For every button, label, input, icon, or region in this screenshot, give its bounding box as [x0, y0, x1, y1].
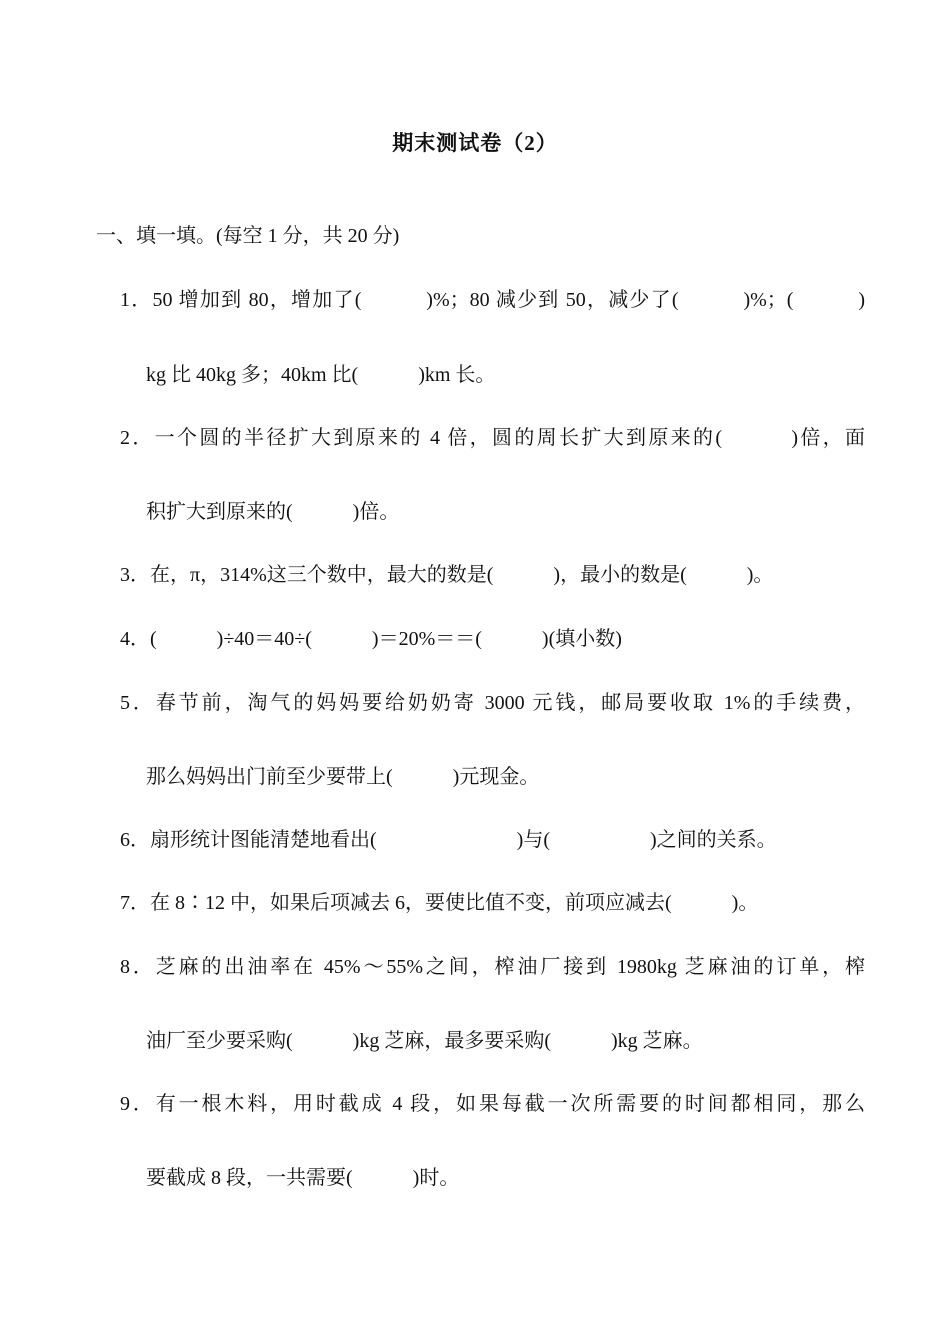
question-2-line-1: 2．一个圆的半径扩大到原来的 4 倍，圆的周长扩大到原来的( )倍，面 — [120, 427, 865, 449]
question-1-line-1: 1．50 增加到 80，增加了( )%；80 减少到 50，减少了( )%；( ) — [120, 289, 865, 311]
question-1-line-2: kg 比 40kg 多；40km 比( )km 长。 — [146, 364, 496, 386]
question-6-line-1: 6．扇形统计图能清楚地看出( )与( )之间的关系。 — [120, 829, 777, 851]
question-4-line-1: 4．( )÷40＝40÷( )＝20%＝＝( )(填小数) — [120, 628, 622, 650]
question-3-line-1: 3．在，π，314%这三个数中，最大的数是( )，最小的数是( )。 — [120, 564, 774, 586]
page-title: 期末测试卷（2） — [392, 131, 558, 155]
question-9-line-1: 9．有一根木料，用时截成 4 段，如果每截一次所需要的时间都相同，那么 — [120, 1093, 865, 1115]
question-9-line-2: 要截成 8 段，一共需要( )时。 — [146, 1167, 460, 1189]
question-8-line-2: 油厂至少要采购( )kg 芝麻，最多要采购( )kg 芝麻。 — [146, 1030, 703, 1052]
question-5-line-1: 5．春节前，淘气的妈妈要给奶奶寄 3000 元钱，邮局要收取 1%的手续费， — [120, 692, 865, 714]
question-5-line-2: 那么妈妈出门前至少要带上( )元现金。 — [146, 766, 540, 788]
question-2-line-2: 积扩大到原来的( )倍。 — [146, 501, 400, 523]
question-7-line-1: 7．在 8∶12 中，如果后项减去 6，要使比值不变，前项应减去( )。 — [120, 892, 759, 914]
section-heading: 一、填一填。(每空 1 分，共 20 分) — [96, 225, 400, 247]
question-8-line-1: 8．芝麻的出油率在 45%～55%之间，榨油厂接到 1980kg 芝麻油的订单，榨 — [120, 956, 865, 978]
